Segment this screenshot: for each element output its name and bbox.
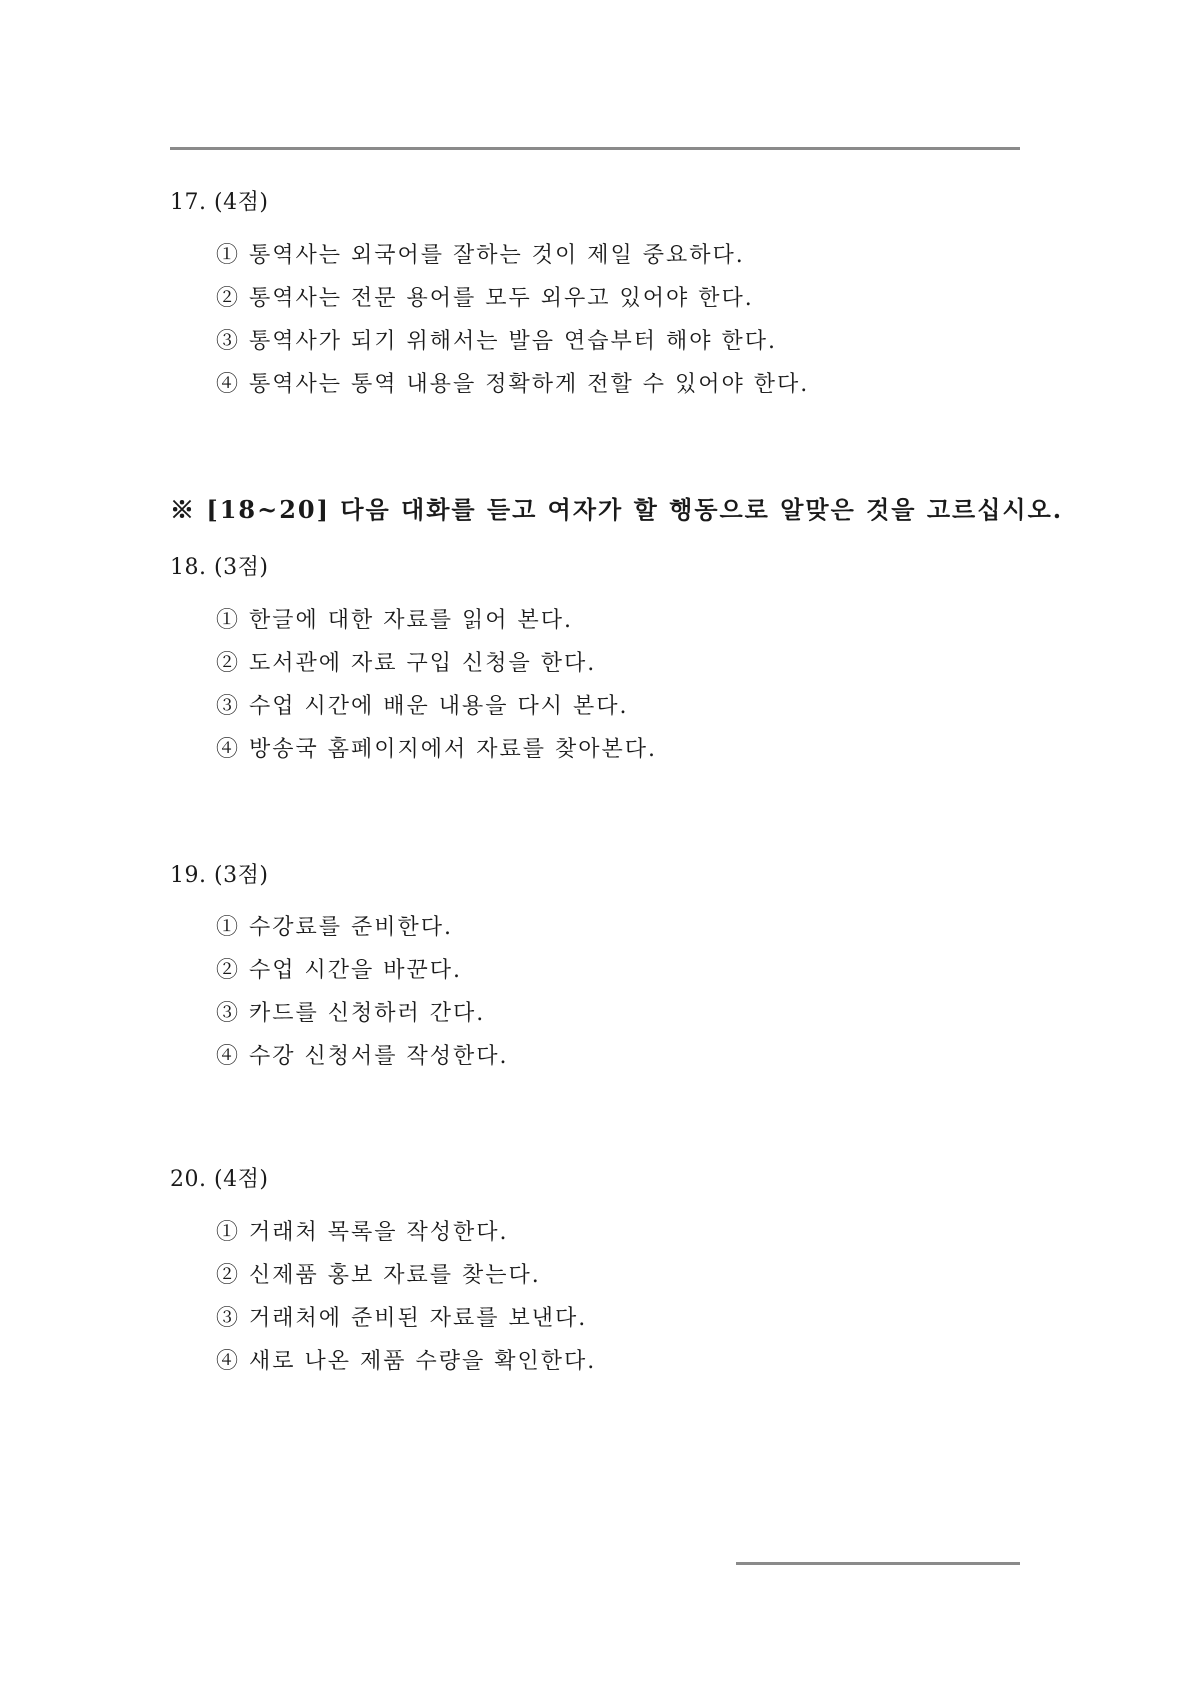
question-18-option-2: ② 도서관에 자료 구입 신청을 한다.: [216, 651, 597, 676]
question-19-option-2: ② 수업 시간을 바꾼다.: [216, 958, 462, 983]
question-number: 17.: [170, 190, 207, 215]
question-20-option-1: ① 거래처 목록을 작성한다.: [216, 1220, 509, 1245]
question-points: (4점): [214, 190, 269, 215]
question-17-option-4: ④ 통역사는 통역 내용을 정확하게 전할 수 있어야 한다.: [216, 372, 810, 397]
question-20-header: [170, 1162, 268, 1193]
question-points: (4점): [214, 1167, 269, 1192]
question-20-option-3: ③ 거래처에 준비된 자료를 보낸다.: [216, 1306, 588, 1331]
question-18-option-1: ① 한글에 대한 자료를 읽어 본다.: [216, 608, 573, 633]
question-18-option-3: ③ 수업 시간에 배운 내용을 다시 본다.: [216, 694, 629, 719]
question-points: (3점): [214, 555, 269, 580]
bottom-divider: [736, 1562, 1020, 1565]
question-17-option-3: ③ 통역사가 되기 위해서는 발음 연습부터 해야 한다.: [216, 329, 777, 354]
question-number: 19.: [170, 863, 207, 888]
question-19-option-1: ① 수강료를 준비한다.: [216, 915, 453, 940]
question-number: 20.: [170, 1167, 207, 1192]
question-19-option-4: ④ 수강 신청서를 작성한다.: [216, 1044, 509, 1069]
section-instruction: ※ [18~20] 다음 대화를 듣고 여자가 할 행동으로 알맞은 것을 고르십시오.: [170, 495, 1064, 524]
question-17-header: [170, 185, 268, 216]
question-number: 18.: [170, 555, 207, 580]
top-divider: [170, 147, 1020, 150]
question-points: (3점): [214, 863, 269, 888]
question-17-option-1: ① 통역사는 외국어를 잘하는 것이 제일 중요하다.: [216, 243, 745, 268]
question-18-option-4: ④ 방송국 홈페이지에서 자료를 찾아본다.: [216, 737, 657, 762]
question-17-option-2: ② 통역사는 전문 용어를 모두 외우고 있어야 한다.: [216, 286, 754, 311]
question-20-option-4: ④ 새로 나온 제품 수량을 확인한다.: [216, 1349, 597, 1374]
question-20-option-2: ② 신제품 홍보 자료를 찾는다.: [216, 1263, 541, 1288]
question-19-header: [170, 858, 268, 889]
question-19-option-3: ③ 카드를 신청하러 간다.: [216, 1001, 486, 1026]
question-18-header: [170, 550, 268, 581]
